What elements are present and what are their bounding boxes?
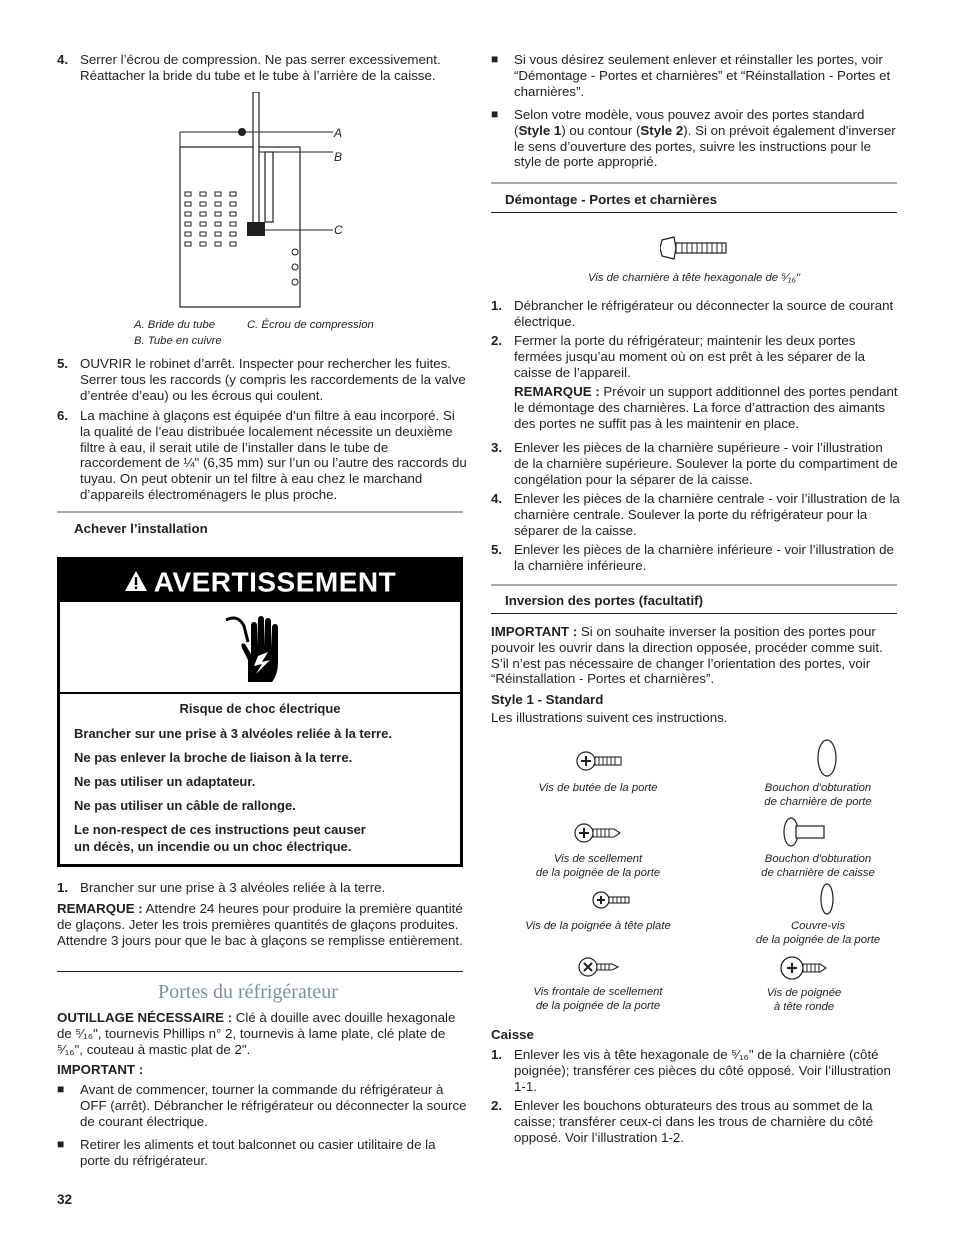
part-caption-line: Vis de scellement	[553, 853, 643, 865]
caisse-step-1	[491, 1047, 901, 1094]
demontage-step-1	[491, 298, 901, 330]
part-caption	[498, 985, 698, 1013]
remarque-label: REMARQUE :	[514, 384, 600, 399]
part-caption	[718, 852, 918, 880]
warning-icon-area	[60, 602, 460, 694]
step-number: 3.	[491, 440, 503, 455]
inversion-important	[491, 624, 901, 687]
style-2-label: Style 2	[640, 122, 684, 138]
bullet-text: Retirer les aliments et tout balconnet ou casier utilitaire de la porte du réfrigérateur.	[80, 1137, 436, 1168]
portes-section-title: Portes du réfrigérateur	[158, 981, 338, 1003]
step-number: 5.	[57, 356, 69, 371]
achever-heading: Achever l’installation	[74, 521, 208, 536]
part-caption-line: Bouchon d'obturation	[764, 782, 872, 794]
warning-line-1: Risque de choc électrique	[179, 701, 341, 716]
illustrations-note: Les illustrations suivent ces instructions.	[491, 710, 728, 725]
style-1-heading: Style 1 - Standard	[491, 692, 604, 707]
step-number: 1.	[491, 298, 503, 313]
step-4	[57, 52, 467, 84]
step-text: Enlever les pièces de la charnière inférieure - voir l’illustration de la charnière inférieure.	[514, 542, 894, 573]
warning-line-7: un décès, un incendie ou un choc électrique.	[74, 839, 352, 854]
warning-header	[60, 560, 460, 602]
bullet-text: Si vous désirez seulement enlever et réinstaller les portes, voir “Démontage - Portes et charnières” et “Réinstallation - Portes et charnières”.	[514, 52, 891, 99]
bullet-square: ■	[491, 52, 499, 66]
part-caption: Vis de la poignée à tête plate	[525, 920, 671, 932]
fig-label-b: B	[334, 150, 343, 164]
section-rule	[57, 511, 463, 513]
part-caption-line: Vis de poignée	[766, 987, 842, 999]
step-text: Enlever les vis à tête hexagonale de ⁵⁄₁₆" de la charnière (côté poignée); transférer ces pièces du côté opposé. Voir l’illustration 1-1.	[514, 1047, 891, 1094]
bullet-square: ■	[57, 1137, 65, 1151]
step-text: Serrer l’écrou de compression. Ne pas serrer excessivement. Réattacher la bride du tube et le tube à l’arrière de la caisse.	[80, 52, 441, 83]
warning-line-5: Ne pas utiliser un câble de rallonge.	[74, 798, 296, 813]
handle-seal-screw-icon	[574, 820, 622, 846]
part-caption-line: de charnière de caisse	[761, 867, 875, 879]
fig-label-c: C	[334, 223, 343, 237]
warning-triangle-icon	[124, 562, 148, 604]
bullet-text-part: ) ou contour (	[561, 122, 641, 138]
remarque-paragraph	[57, 901, 467, 948]
part-caption	[718, 919, 918, 947]
bullet-text-part: Selon votre modèle, vous pouvez avoir des portes standard (	[514, 107, 865, 138]
remarque-text: Attendre 24 heures pour produire la première quantité de glaçons. Jeter les trois premières quantités de glaçons produites. Attendre 3 jours pour que le bac à glaçons se remplisse entièrement.	[57, 901, 463, 948]
warning-title: AVERTISSEMENT	[153, 566, 397, 598]
fig-label-a: A	[334, 126, 343, 140]
demontage-heading: Démontage - Portes et charnières	[505, 192, 718, 207]
step-6	[57, 408, 467, 503]
bullet-square: ■	[491, 107, 499, 121]
step-1-plug	[57, 880, 467, 896]
part-caption: Vis de butée de la porte	[538, 782, 658, 794]
demontage-remarque	[514, 384, 904, 431]
part-caption-line: Vis frontale de scellement	[533, 986, 663, 998]
part-caption-line: de la poignée de la porte	[535, 1000, 661, 1012]
step-text: Enlever les bouchons obturateurs des trous au sommet de la caisse; transférer ceux-ci dans les trous de charnière du côté opposé. Voir l’illustration 1-2.	[514, 1098, 874, 1145]
important-text: Si on souhaite inverser la position des portes pour pouvoir les ouvrir dans la direction opposée, procéder comme suit. S’il n’est pas nécessaire de changer l’orientation des portes, voir “Réinstallation - Portes et charnières”.	[491, 624, 883, 687]
fig-caption-b: B. Tube en cuivre	[134, 335, 222, 347]
step-number: 2.	[491, 1098, 503, 1113]
step-number: 4.	[491, 491, 503, 506]
section-rule-thin	[491, 613, 897, 614]
section-rule	[57, 971, 463, 972]
step-number: 1.	[491, 1047, 503, 1062]
fig-caption-a: A. Bride du tube	[134, 319, 216, 331]
bullet-text-part: ). Si on prévoit également d'inverser le sens d’ouverture des portes, suivre les instructions pour le style de porte approprié.	[514, 122, 896, 170]
outillage-text: Clé à douille avec douille hexagonale de ⁵⁄₁₆", tournevis Phillips n° 2, tournevis à lame plate, clé plate de ⁵⁄₁₆", couteau à mastic plat de 2".	[57, 1010, 456, 1057]
step-number: 5.	[491, 542, 503, 557]
important-label: IMPORTANT :	[57, 1062, 144, 1077]
bullet-text: Avant de commencer, tourner la commande du réfrigérateur à OFF (arrêt). Débrancher le réfrigérateur ou déconnecter la source de courant électrique.	[80, 1082, 467, 1129]
hex-screw-icon	[660, 236, 730, 260]
bullet-item	[491, 52, 901, 99]
step-text: Brancher sur une prise à 3 alvéoles reliée à la terre.	[80, 880, 386, 895]
step-text: OUVRIR le robinet d’arrêt. Inspecter pour rechercher les fuites. Serrer tous les raccords (y compris les raccordements de la valve d’entrée d’eau) ou les écrous qui coulent.	[80, 356, 466, 403]
step-text: Enlever les pièces de la charnière supérieure - voir l’illustration de la charnière supérieure. Soulever la porte du compartiment de congélation pour la séparer de la caisse.	[514, 440, 898, 487]
caisse-heading: Caisse	[491, 1027, 534, 1042]
warning-line-2: Brancher sur une prise à 3 alvéoles reliée à la terre.	[74, 726, 392, 741]
warning-line-3: Ne pas enlever la broche de liaison à la terre.	[74, 750, 353, 765]
remarque-text: Prévoir un support additionnel des portes pendant le démontage des charnières. La force d’attraction des aimants des portes ne suffit pas à les maintenir en place.	[514, 384, 898, 431]
part-caption	[718, 781, 918, 809]
section-rule	[491, 182, 897, 184]
outillage-paragraph	[57, 1010, 467, 1057]
remarque-label: REMARQUE :	[57, 901, 143, 916]
part-caption-line: de charnière de porte	[764, 796, 872, 808]
inversion-heading: Inversion des portes (facultatif)	[505, 593, 704, 608]
water-line-figure	[175, 92, 355, 312]
bullet-item	[57, 1082, 467, 1129]
cabinet-hinge-plug-icon	[782, 816, 828, 848]
warning-line-6: Le non-respect de ces instructions peut causer	[74, 822, 366, 837]
part-caption	[498, 852, 698, 880]
step-text: Débrancher le réfrigérateur ou déconnecter la source de courant électrique.	[514, 298, 894, 329]
step-number: 2.	[491, 333, 503, 348]
handle-screw-cover-icon	[818, 882, 836, 916]
electric-shock-hand-icon	[218, 612, 288, 684]
fig-caption-c: C. Écrou de compression	[247, 319, 374, 331]
part-caption-line: à tête ronde	[773, 1001, 835, 1013]
warning-line-4: Ne pas utiliser un adaptateur.	[74, 774, 256, 789]
outillage-label: OUTILLAGE NÉCESSAIRE :	[57, 1010, 233, 1025]
important-label: IMPORTANT :	[491, 624, 578, 639]
step-text: Fermer la porte du réfrigérateur; maintenir les deux portes fermées jusqu’au moment où on est prêt à les séparer de la caisse de l’appareil.	[514, 333, 866, 380]
caisse-step-2	[491, 1098, 901, 1145]
round-head-handle-screw-icon	[780, 954, 828, 982]
demontage-step-3	[491, 440, 901, 487]
part-caption	[704, 986, 904, 1014]
demontage-step-2	[491, 333, 901, 380]
bullet-square: ■	[57, 1082, 65, 1096]
step-5	[57, 356, 467, 403]
step-number: 1.	[57, 880, 69, 895]
demontage-step-5	[491, 542, 901, 574]
warning-box	[57, 557, 463, 867]
style-1-label: Style 1	[518, 122, 562, 138]
step-text: Enlever les pièces de la charnière centrale - voir l’illustration de la charnière centrale. Soulever la porte du réfrigérateur pour la séparer de la caisse.	[514, 491, 900, 538]
bullet-item	[57, 1137, 467, 1169]
part-caption-line: de la poignée de la porte	[755, 934, 881, 946]
step-text: La machine à glaçons est équipée d’un filtre à eau incorporé. Si la qualité de l’eau distribuée localement nécessite un deuxième filtre à eau, il serait utile de l’installer dans le tube de raccordement de ¼" (6,35 mm) sur l’un ou l’autre des raccords du tuyau. On peut obtenir un tel filtre à eau chez le marchand d’appareils électroménagers le plus proche.	[80, 408, 467, 502]
demontage-step-4	[491, 491, 901, 538]
step-number: 6.	[57, 408, 69, 423]
bullet-text	[514, 107, 901, 170]
door-stop-screw-icon	[576, 748, 624, 774]
part-caption-line: Bouchon d'obturation	[764, 853, 872, 865]
step-number: 4.	[57, 52, 69, 67]
front-seal-screw-icon	[578, 954, 620, 980]
part-caption-line: Couvre-vis	[791, 920, 845, 932]
bullet-item	[491, 107, 901, 170]
page-number: 32	[57, 1192, 73, 1207]
section-rule	[491, 584, 897, 586]
section-rule-thin	[491, 212, 897, 213]
part-caption-line: de la poignée de la porte	[535, 867, 661, 879]
hex-screw-caption: Vis de charnière à tête hexagonale de ⁵⁄₁₆"	[588, 272, 800, 284]
flat-head-handle-screw-icon	[592, 888, 632, 912]
door-hinge-plug-icon	[814, 738, 840, 778]
